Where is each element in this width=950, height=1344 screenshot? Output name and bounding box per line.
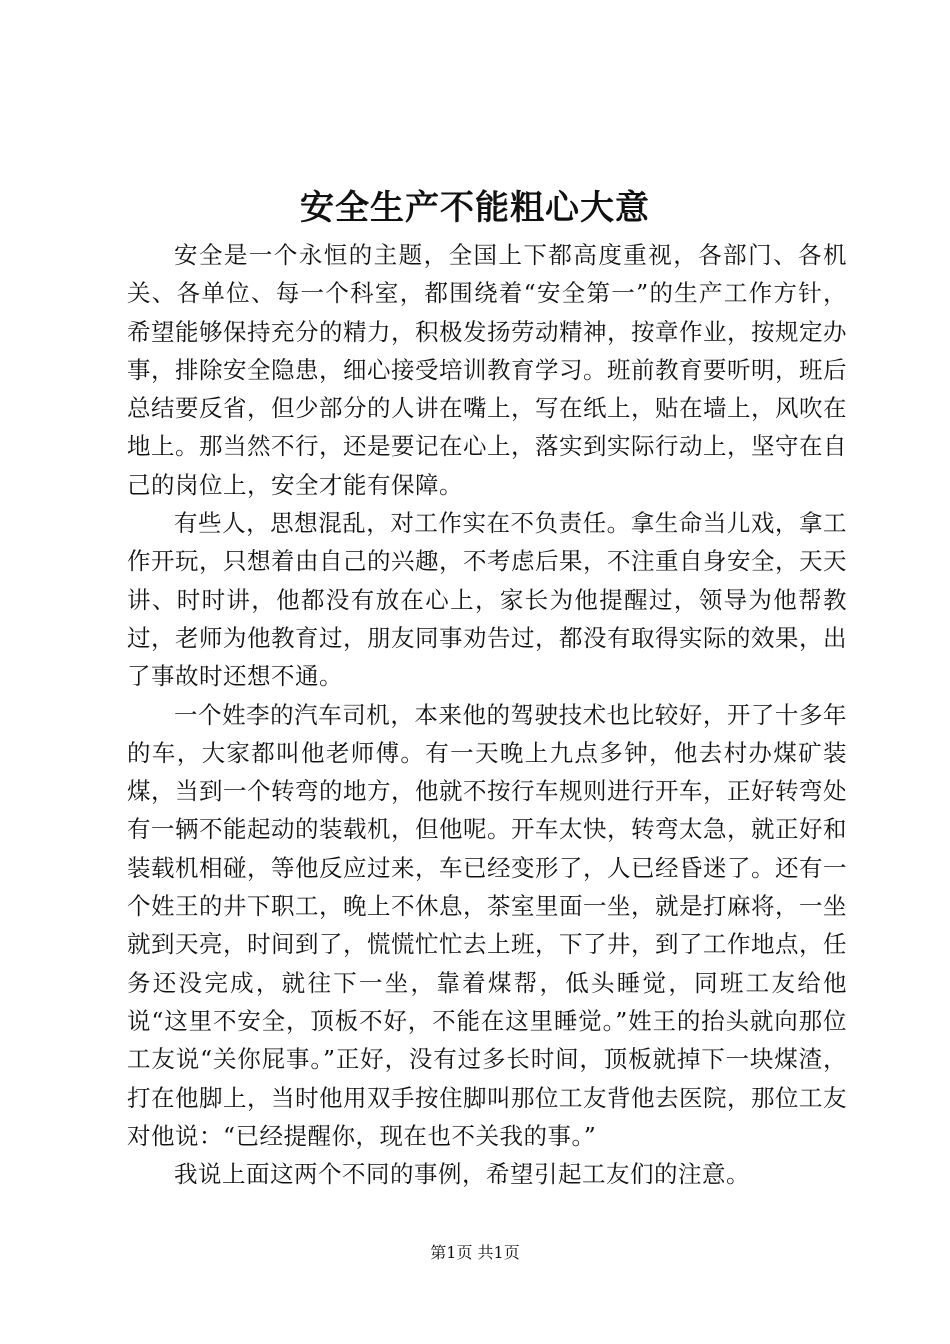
paragraph-4: 我说上面这两个不同的事例，希望引起工友们的注意。 [174,1160,750,1189]
page-number-footer: 第1页 共1页 [430,1243,520,1262]
paragraph-3: 一个姓李的汽车司机，本来他的驾驶技术也比较好，开了十多年的车，大家都叫他老师傅。有一天晚上九点多钟，他去村办煤矿装煤，当到一个转弯的地方，他就不按行车规则进行开车，正好转弯处有一辆不能起动的装载机，但他呢。开车太快，转弯太急，就正好和装载机相碰，等他反应过来，车已经变形了，人已经昏迷了。还有一个姓王的井下职工，晚上不休息，茶室里面一坐，就是打麻将，一坐就到天亮，时间到了，慌慌忙忙去上班，下了井，到了工作地点，任务还没完成，就往下一坐，靠着煤帮，低头睡觉，同班工友给他说“这里不安全，顶板不好，不能在这里睡觉。”姓王的抬头就向那位工友说“关你屁事。”正好，没有过多长时间，顶板就掉下一块煤渣，打在他脚上，当时他用双手按住脚叫那位工友背他去医院，那位工友对他说：“已经提醒你，现在也不关我的事。” [127,700,847,1150]
document-body [127,236,847,1193]
paragraph-2: 有些人，思想混乱，对工作实在不负责任。拿生命当儿戏，拿工作开玩，只想着由自己的兴趣，不考虑后果，不注重自身安全，天天讲、时时讲，他都没有放在心上，家长为他提醒过，领导为他帮教过，老师为他教育过，朋友同事劝告过，都没有取得实际的效果，出了事故时还想不通。 [127,509,847,691]
paragraph-1: 安全是一个永恒的主题，全国上下都高度重视，各部门、各机关、各单位、每一个科室，都围绕着“安全第一”的生产工作方针，希望能够保持充分的精力，积极发扬劳动精神，按章作业，按规定办事，排除安全隐患，细心接受培训教育学习。班前教育要听明，班后总结要反省，但少部分的人讲在嘴上，写在纸上，贴在墙上，风吹在地上。那当然不行，还是要记在心上，落实到实际行动上，坚守在自己的岗位上，安全才能有保障。 [127,241,847,499]
document-title: 安全生产不能粗心大意 [300,188,650,228]
